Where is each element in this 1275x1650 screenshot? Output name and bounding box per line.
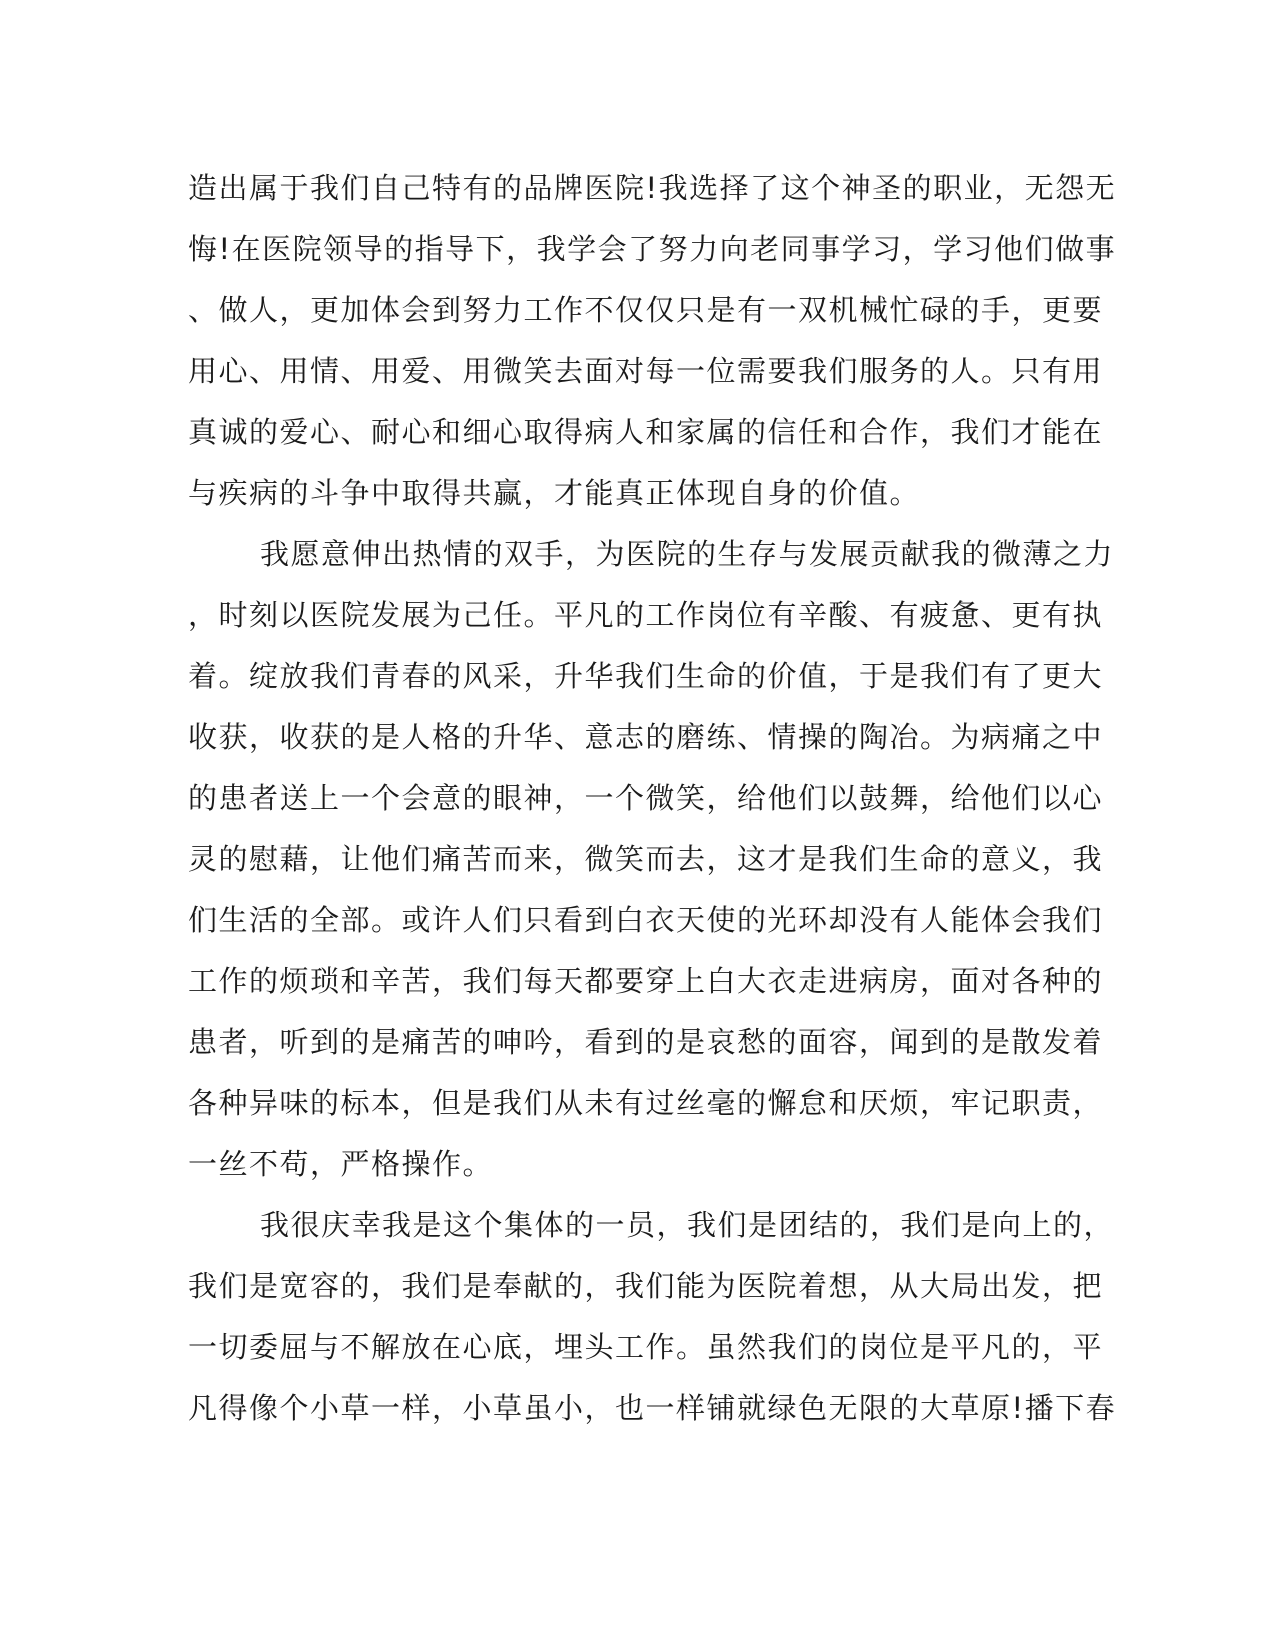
text-line: ，时刻以医院发展为己任。平凡的工作岗位有辛酸、有疲惫、更有执 — [188, 598, 1104, 632]
text-line: 造出属于我们自己特有的品牌医院!我选择了这个神圣的职业，无怨无 — [188, 171, 1117, 205]
text-line: 用心、用情、用爱、用微笑去面对每一位需要我们服务的人。只有用 — [188, 354, 1104, 388]
text-line: 工作的烦琐和辛苦，我们每天都要穿上白大衣走进病房，面对各种的 — [188, 964, 1104, 998]
text-line: 我们是宽容的，我们是奉献的，我们能为医院着想，从大局出发，把 — [188, 1269, 1104, 1303]
body-text — [188, 158, 1117, 1439]
text-line: 灵的慰藉，让他们痛苦而来，微笑而去，这才是我们生命的意义，我 — [188, 842, 1104, 876]
text-line: 们生活的全部。或许人们只看到白衣天使的光环却没有人能体会我们 — [188, 903, 1104, 937]
text-line: 一切委屈与不解放在心底，埋头工作。虽然我们的岗位是平凡的，平 — [188, 1330, 1104, 1364]
text-line: 的患者送上一个会意的眼神，一个微笑，给他们以鼓舞，给他们以心 — [188, 781, 1104, 815]
text-line: 各种异味的标本，但是我们从未有过丝毫的懈怠和厌烦，牢记职责， — [188, 1086, 1104, 1120]
text-line: 与疾病的斗争中取得共赢，才能真正体现自身的价值。 — [188, 476, 921, 510]
text-line: 一丝不苟，严格操作。 — [188, 1147, 494, 1181]
text-line: 患者，听到的是痛苦的呻吟，看到的是哀愁的面容，闻到的是散发着 — [188, 1025, 1104, 1059]
text-line: 真诚的爱心、耐心和细心取得病人和家属的信任和合作，我们才能在 — [188, 415, 1104, 449]
paragraph-first-line: 我很庆幸我是这个集体的一员，我们是团结的，我们是向上的， — [260, 1208, 1115, 1242]
text-line: 凡得像个小草一样，小草虽小，也一样铺就绿色无限的大草原!播下春 — [188, 1391, 1117, 1425]
text-line: 着。绽放我们青春的风采，升华我们生命的价值，于是我们有了更大 — [188, 659, 1104, 693]
paragraph-first-line: 我愿意伸出热情的双手，为医院的生存与发展贡献我的微薄之力 — [260, 537, 1115, 571]
text-line: 悔!在医院领导的指导下，我学会了努力向老同事学习，学习他们做事 — [188, 232, 1117, 266]
text-line: 、做人，更加体会到努力工作不仅仅只是有一双机械忙碌的手，更要 — [188, 293, 1104, 327]
text-line: 收获，收获的是人格的升华、意志的磨练、情操的陶冶。为病痛之中 — [188, 720, 1104, 754]
